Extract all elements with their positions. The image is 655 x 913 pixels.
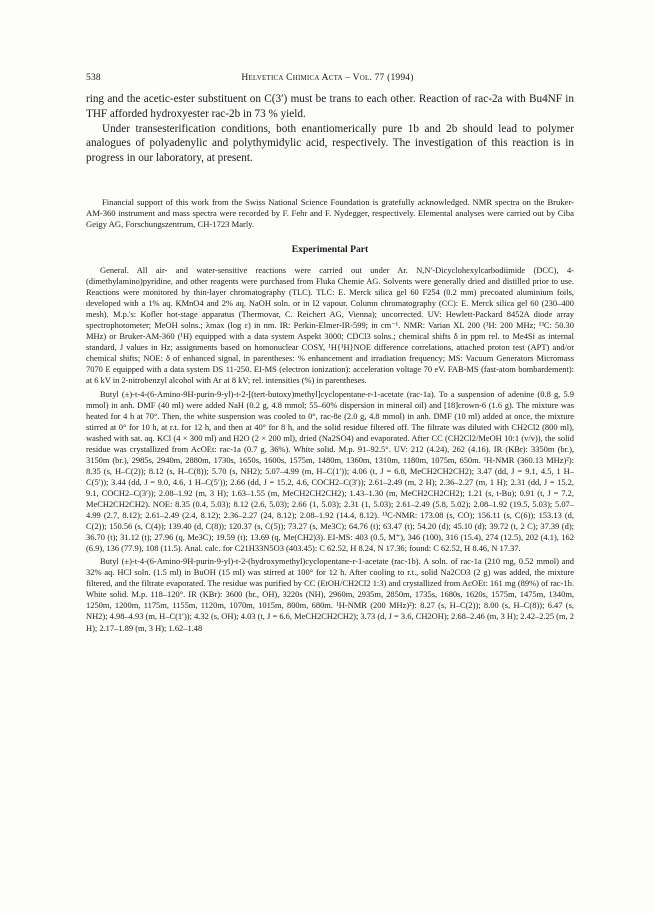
body-paragraph: ring and the acetic-ester substituent on C(3′) must be trans to each other. Reaction of rac-2a with Bu4NF in THF afforded hydroxyester rac-2b in 73 % yield. bbox=[86, 93, 574, 120]
experimental-section bbox=[86, 265, 574, 634]
running-title: Helvetica Chimica Acta – Vol. 77 (1994) bbox=[241, 73, 414, 83]
general-paragraph: General. All air- and water-sensitive reactions were carried out under Ar. N,N′-Dicyclohexylcarbodiimide (DCC), 4-(dimethylamino)pyridine, and other reagents were purchased from Fluka Chemie AG. Solvents were generally dried and distilled prior to use. Reactions were monitored by thin-layer chromatography (TLC). TLC: E. Merck silica gel 60 F254 (0.2 mm) precoated aluminium foils, developed with a 1% aq. KMnO4 and 2% aq. NaOH soln. or in I2 vapour. Column chromatography (CC): E. Merck silica gel 60 (230–400 mesh). M.p.'s: Kofler hot-stage apparatus (Thermovar, C. Reichert AG, Vienna); uncorrected. UV: Hewlett-Packard 8452A diode array spectrophotometer; MeOH solns.; λmax (log ε) in nm. IR: Perkin-Elmer-IR-599; in cm⁻¹. NMR: Varian XL 200 (¹H: 200 MHz; ¹³C: 50.30 MHz) or Bruker-AM-360 (¹H) equipped with a data system Aspekt 3000; CDCl3 solns.; chemical shifts δ in ppm rel. to Me4Si as internal standard, J values in Hz; assignments based on homonuclear COSY, ¹H{¹H}NOE difference correlations, attached proton test (APT) and/or chemical shifts; NOE: δ of enhanced signal, in parentheses: % enhancement and irradiation frequency; MS: Vacuum Generators Micromass 7070 E equipped with a data system DS 11-250. EI-MS (electron ionization): acceleration voltage 70 eV. FAB-MS (fast-atom bombardement): at 6 kV in 2-nitrobenzyl alcohol with Ar at 8 kV; rel. intensities (%) in parentheses. bbox=[86, 265, 574, 386]
compound-1b-paragraph: Butyl (±)-t-4-(6-Amino-9H-purin-9-yl)-t-2-(hydroxymethyl)cyclopentane-r-1-acetate (rac-1b). A soln. of rac-1a (210 mg, 0.52 mmol) and 32% aq. HCl soln. (1.5 ml) in BuOH (15 ml) was stirred at 100° for 12 h. After cooling to r.t., solid Na2CO3 (2 g) was added, the mixture filtered, and the filtrate evaporated. The residue was purified by CC (EtOH/CH2Cl2 1:3) and crystallized from AcOEt: 161 mg (89%) of rac-1b. White solid. M.p. 118–120°. IR (KBr): 3600 (br., OH), 3220s (NH), 2960m, 2935m, 2850m, 1735s, 1680s, 1620s, 1575m, 1475m, 1340m, 1250m, 1200m, 1175m, 1155m, 1120m, 1070m, 1015m, 800m, 680m. ¹H-NMR (200 MHz)²): 8.27 (s, H–C(2)); 8.00 (s, H–C(8)); 6.47 (s, NH2); 4.98–4.93 (m, H–C(1′)); 4.32 (s, OH); 4.03 (t, J = 6.6, MeCH2CH2CH2); 3.73 (d, J = 3.6, CH2OH); 2.68–2.46 (m, 3 H); 2.42–2.25 (m, 2 H); 2.17–1.89 (m, 3 H); 1.62–1.48 bbox=[86, 556, 574, 633]
page-number: 538 bbox=[86, 73, 101, 83]
acknowledgement: Financial support of this work from the Swiss National Science Foundation is gratefully acknowledged. NMR spectra on the Bruker-AM-360 instrument and mass spectra were recorded by F. Fehr and F. Nydegger, respectively. Elemental analyses were carried out by Ciba Geigy AG, Forschungszentrum, CH-1723 Marly. bbox=[86, 196, 574, 230]
compound-1a-paragraph: Butyl (±)-t-4-(6-Amino-9H-purin-9-yl)-t-2-[(tert-butoxy)methyl]cyclopentane-r-1-acetate (rac-1a). To a suspension of adenine (0.8 g, 5.9 mmol) in anh. DMF (40 ml) were added NaH (0.2 g, 4.8 mmol; 55–60% dispersion in mineral oil) and [18]crown-6 (1.6 g). The mixture was heated for 4 h at 70°. Then, the white suspension was cooled to 0°, rac-8e (2.0 g, 4.8 mmol) in anh. DMF (10 ml) added at once, the mixture stirred at 0° for 10 h, at r.t. for 12 h, and then at 40° for 8 h, and the solid residue filtered off. The filtrate was diluted with CH2Cl2 (800 ml), washed with sat. aq. KCl (4 × 300 ml) and H2O (2 × 200 ml), dried (Na2SO4) and evaporated. After CC (CH2Cl2/MeOH 10:1 (v/v)), the solid residue was crystallized from AcOEt: rac-1a (0.7 g, 36%). White solid. M.p. 91–92.5°. UV: 212 (4.24), 262 (4.16). IR (KBr): 3350m (br.), 3150m (br.), 2985s, 2940m, 2880m, 1730s, 1650s, 1600s, 1575m, 1480m, 1360m, 1310m, 1180m, 1075m, 650m. ¹H-NMR (360.13 MHz)²): 8.35 (s, H–C(2)); 8.12 (s, H–C(8)); 5.70 (s, NH2); 5.07–4.99 (m, H–C(1′)); 4.06 (t, J = 6.8, MeCH2CH2CH2); 3.47 (dd, J = 9.1, 4.5, 1 H–C(5′)); 3.44 (dd, J = 9.0, 4.6, 1 H–C(5′)); 2.66 (dd, J = 15.2, 4.6, COCH2–C(3′)); 2.61–2.49 (m, 2 H); 2.36–2.27 (m, 1 H); 2.31 (dd, J = 15.2, 9.1, COCH2–C(3′)); 2.08–1.92 (m, 3 H); 1.63–1.55 (m, MeCH2CH2CH2); 1.43–1.30 (m, MeCH2CH2CH2); 1.21 (s, t-Bu); 0.91 (t, J = 7.2, MeCH2CH2CH2). NOE: 8.35 (0.4, 5.03); 8.12 (2.6, 5.03); 2.66 (1, 5.03); 2.31 (1, 5.03); 2.61–2.49 (5.8, 5.02); 2.08–1.92 (19.5, 5.03); 5.07–4.99 (2.7, 8.12); 2.61–2.49 (2.4, 8.12); 2.36–2.27 (24, 8.12); 2.08–1.92 (14.4, 8.12). ¹³C-NMR: 173.08 (s, CO); 156.11 (s, C(6)); 153.13 (d, C(2)); 150.56 (s, C(4)); 139.40 (d, C(8)); 120.37 (s, C(5)); 73.27 (s, Me3C); 64.76 (t); 63.47 (t); 54.20 (d); 45.10 (d); 39.72 (t, 2 C); 37.39 (d); 36.70 (t); 31.12 (t); 27.96 (q, Me3C); 19.59 (t); 13.69 (q, Me(CH2)3). EI-MS: 403 (0.5, M⁺), 346 (100), 316 (15.4), 274 (12.5), 202 (4.1), 162 (6.9), 136 (77.9), 108 (11.5). Anal. calc. for C21H33N5O3 (403.45): C 62.52, H 8.24, N 17.36; found: C 62.52, H 8.46, N 17.37. bbox=[86, 388, 574, 554]
page-header bbox=[86, 73, 569, 87]
section-title: Experimental Part bbox=[291, 244, 369, 255]
body-paragraph: Under transesterification conditions, both enantiomerically pure 1b and 2b should lead to polymer analogues of polyadenylic and polythymidylic acid, respectively. The investigation of this reaction is in progress in our laboratory, at present. bbox=[86, 122, 574, 165]
body-text bbox=[86, 92, 574, 166]
